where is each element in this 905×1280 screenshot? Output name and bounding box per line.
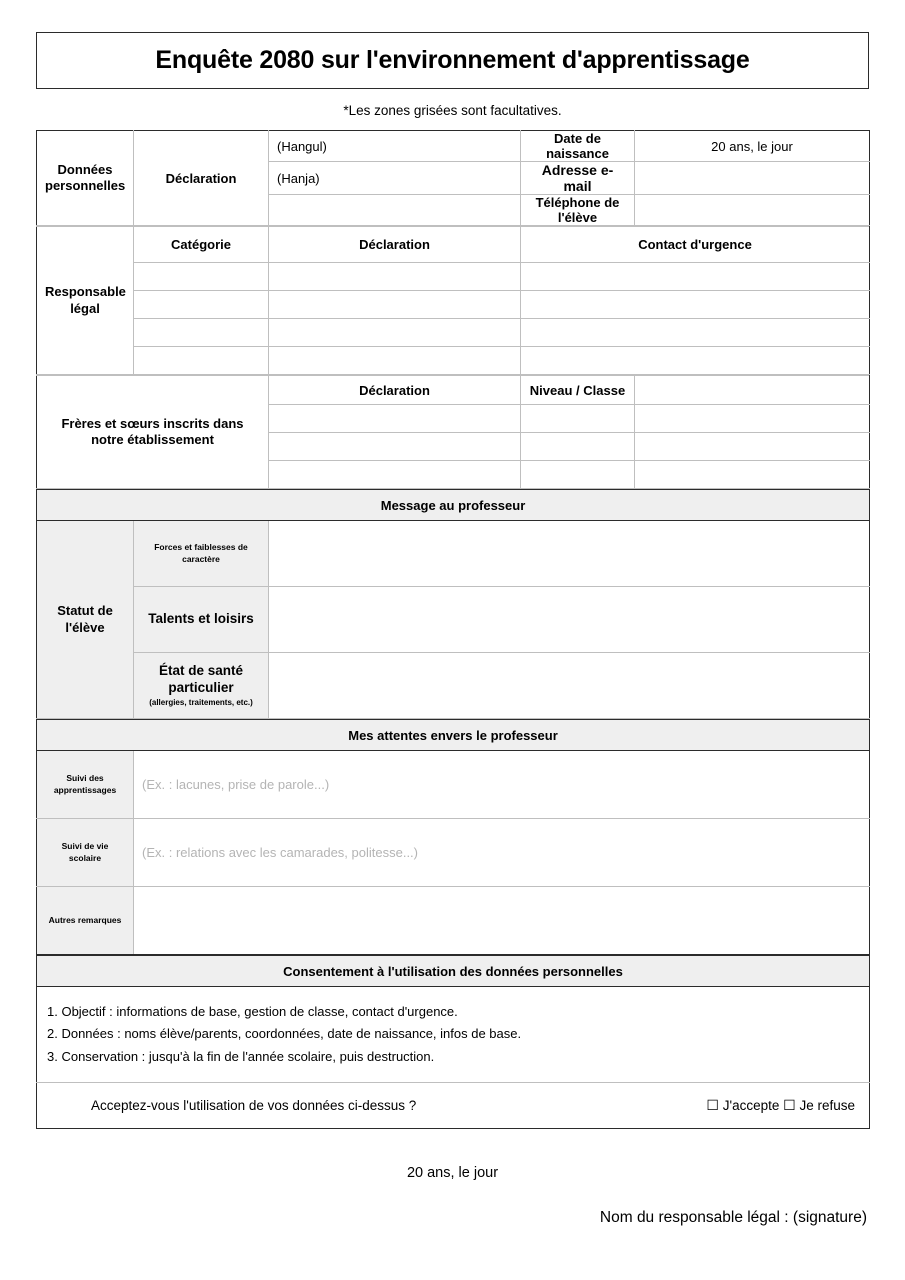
title-box xyxy=(36,32,869,89)
table-row xyxy=(37,227,870,263)
table-row xyxy=(37,490,870,521)
section-label-personal-data: Données personnelles xyxy=(37,131,134,226)
siblings-declaration-cell[interactable] xyxy=(269,405,521,433)
table-row xyxy=(37,263,870,291)
table-row xyxy=(37,1083,870,1129)
table-row xyxy=(37,819,870,887)
siblings-declaration-cell[interactable] xyxy=(269,461,521,489)
siblings-level-cell[interactable] xyxy=(521,461,635,489)
consent-options xyxy=(706,1097,855,1114)
siblings-extra-cell[interactable] xyxy=(635,433,870,461)
footer-date: 20 ans, le jour xyxy=(406,1165,499,1182)
table-row xyxy=(37,291,870,319)
consent-table xyxy=(36,955,870,1129)
label-health-condition: État de santé particulier (allergies, traitements, etc.) xyxy=(134,653,269,719)
student-phone-label: Téléphone de l'élève xyxy=(521,195,635,226)
consent-refuse-label[interactable]: Je refuse xyxy=(799,1098,855,1114)
value-strengths-weaknesses[interactable] xyxy=(269,521,870,587)
label-talents-hobbies: Talents et loisirs xyxy=(134,587,269,653)
siblings-extra-cell[interactable] xyxy=(635,405,870,433)
table-row xyxy=(37,751,870,819)
guardian-emergency-cell[interactable] xyxy=(521,319,870,347)
student-phone-value[interactable] xyxy=(635,195,870,226)
email-label: Adresse e-mail xyxy=(521,162,635,195)
label-suivi-vie-scolaire: Suivi de vie scolaire xyxy=(37,819,134,887)
table-row xyxy=(37,319,870,347)
siblings-table xyxy=(36,375,870,489)
guardian-category-cell[interactable] xyxy=(134,291,269,319)
label-suivi-apprentissages: Suivi des apprentissages xyxy=(37,751,134,819)
input-autres-remarques[interactable] xyxy=(134,887,870,955)
banner-message-au-professeur: Message au professeur xyxy=(37,490,870,521)
siblings-header-extra xyxy=(635,376,870,405)
personal-data-table xyxy=(36,130,870,226)
banner-consentement: Consentement à l'utilisation des données personnelles xyxy=(37,956,870,987)
footer xyxy=(36,1165,869,1227)
value-talents-hobbies[interactable] xyxy=(269,587,870,653)
checkbox-refuse-icon[interactable]: ☐ xyxy=(783,1097,796,1114)
table-row xyxy=(37,720,870,751)
guardian-declaration-cell[interactable] xyxy=(269,291,521,319)
table-row xyxy=(37,887,870,955)
page-title: Enquête 2080 sur l'environnement d'apprentissage xyxy=(155,46,750,74)
label-autres-remarques: Autres remarques xyxy=(37,887,134,955)
guardian-emergency-cell[interactable] xyxy=(521,347,870,375)
document-page xyxy=(36,0,869,1227)
teacher-message-table xyxy=(36,489,870,719)
guardian-declaration-cell[interactable] xyxy=(269,347,521,375)
input-suivi-vie-scolaire[interactable]: (Ex. : relations avec les camarades, politesse...) xyxy=(134,819,870,887)
table-row xyxy=(37,376,870,405)
guardian-header-declaration: Déclaration xyxy=(269,227,521,263)
table-row xyxy=(37,987,870,1083)
email-value[interactable] xyxy=(635,162,870,195)
input-suivi-apprentissages[interactable]: (Ex. : lacunes, prise de parole...) xyxy=(134,751,870,819)
guardian-category-cell[interactable] xyxy=(134,263,269,291)
checkbox-accept-icon[interactable]: ☐ xyxy=(706,1097,719,1114)
optional-zones-note: *Les zones grisées sont facultatives. xyxy=(343,103,562,118)
table-row xyxy=(37,956,870,987)
consent-line: 1. Objectif : informations de base, gestion de classe, contact d'urgence. xyxy=(47,1004,458,1019)
guardian-declaration-cell[interactable] xyxy=(269,319,521,347)
section-label-student-status: Statut de l'élève xyxy=(37,521,134,719)
name-hanja-cell[interactable]: (Hanja) xyxy=(269,162,521,195)
siblings-header-level: Niveau / Classe xyxy=(521,376,635,405)
guardian-emergency-cell[interactable] xyxy=(521,291,870,319)
expectations-table xyxy=(36,719,870,955)
table-row xyxy=(37,587,870,653)
siblings-header-declaration: Déclaration xyxy=(269,376,521,405)
table-row xyxy=(37,347,870,375)
value-health-condition[interactable] xyxy=(269,653,870,719)
birthdate-label: Date de naissance xyxy=(521,131,635,162)
guardian-emergency-cell[interactable] xyxy=(521,263,870,291)
guardian-header-emergency: Contact d'urgence xyxy=(521,227,870,263)
consent-question-row xyxy=(37,1083,870,1129)
guardian-table xyxy=(36,226,870,375)
consent-line: 2. Données : noms élève/parents, coordonnées, date de naissance, infos de base. xyxy=(47,1026,522,1042)
declaration-header: Déclaration xyxy=(134,131,269,226)
consent-terms-list xyxy=(37,987,870,1083)
birthdate-value[interactable]: 20 ans, le jour xyxy=(635,131,870,162)
siblings-level-cell[interactable] xyxy=(521,405,635,433)
label-strengths-weaknesses: Forces et faiblesses de caractère xyxy=(134,521,269,587)
consent-line: 3. Conservation : jusqu'à la fin de l'année scolaire, puis destruction. xyxy=(47,1048,435,1064)
name-hangul-cell[interactable]: (Hangul) xyxy=(269,131,521,162)
consent-question-text: Acceptez-vous l'utilisation de vos données ci-dessus ? xyxy=(91,1098,417,1114)
siblings-declaration-cell[interactable] xyxy=(269,433,521,461)
banner-mes-attentes: Mes attentes envers le professeur xyxy=(37,720,870,751)
name-extra-cell[interactable] xyxy=(269,195,521,226)
guardian-header-category: Catégorie xyxy=(134,227,269,263)
table-row xyxy=(37,653,870,719)
section-label-guardian: Responsable légal xyxy=(37,227,134,375)
guardian-category-cell[interactable] xyxy=(134,319,269,347)
consent-accept-label[interactable]: J'accepte xyxy=(722,1098,780,1114)
table-row xyxy=(37,131,870,162)
siblings-level-cell[interactable] xyxy=(521,433,635,461)
table-row xyxy=(37,521,870,587)
siblings-extra-cell[interactable] xyxy=(635,461,870,489)
guardian-category-cell[interactable] xyxy=(134,347,269,375)
footer-signature-line: Nom du responsable légal : (signature) xyxy=(599,1209,867,1227)
section-label-siblings: Frères et sœurs inscrits dans notre établissement xyxy=(37,376,269,489)
guardian-declaration-cell[interactable] xyxy=(269,263,521,291)
